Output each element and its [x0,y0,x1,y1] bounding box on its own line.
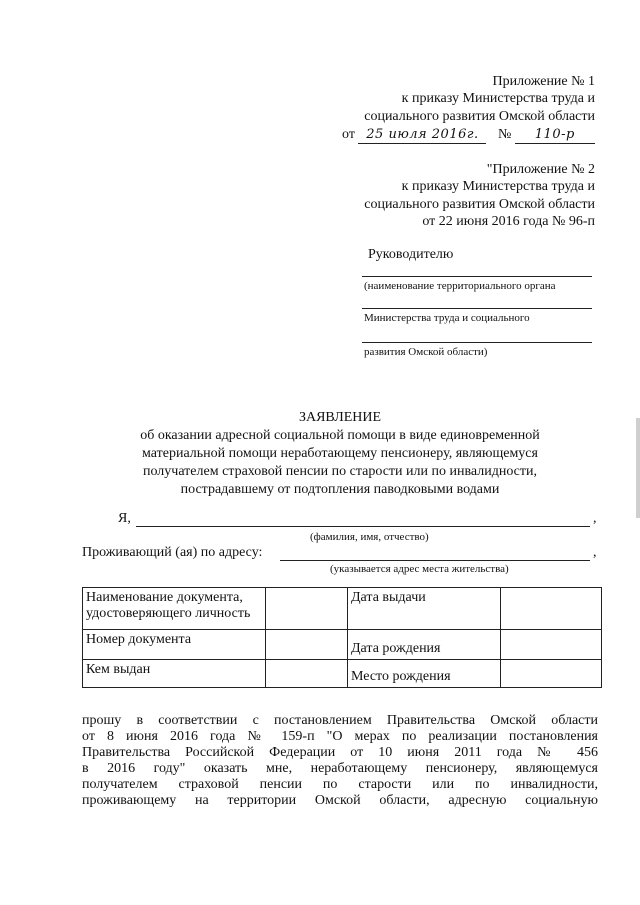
issued-by-value[interactable] [266,660,348,688]
i-label: Я, [118,511,131,526]
birth-date-label: Дата рождения [348,630,501,660]
addressee-hint-2: Министерства труда и социального [364,312,530,324]
addressee-title: Руководителю [368,247,454,262]
appendix1-order-line [342,127,598,144]
appendix2-line1: "Приложение № 2 [486,162,595,177]
body-line-2: от 8 июня 2016 года № 159-п "О мерах по реализации постановления [82,729,598,744]
statement-subtitle-4: пострадавшему от подтопления паводковыми водами [180,482,500,497]
birth-date-value[interactable] [501,630,602,660]
request-body [82,713,598,809]
from-label: от [342,127,355,142]
address-comma: , [593,545,597,560]
appendix1-line3: социального развития Омской области [364,109,595,124]
address-hint: (указывается адрес места жительства) [330,563,509,575]
body-line-5: получателем страховой пенсии по старости или по инвалидности, [82,777,598,792]
addressee-hint-3: развития Омской области) [364,346,488,358]
body-line-6: проживающему на территории Омской области, адресную социальную [82,793,598,808]
appendix2-line3: социального развития Омской области [364,197,595,212]
addressee-hint-1: (наименование территориального органа [364,280,556,292]
statement-title: ЗАЯВЛЕНИЕ [298,410,382,425]
table-row [83,588,602,630]
addressee-line-3 [362,342,592,343]
statement-subtitle-3: получателем страховой пенсии по старости или по инвалидности, [142,464,538,479]
issue-date-label: Дата выдачи [348,588,501,630]
name-field-line[interactable] [136,526,590,527]
body-line-4: в 2016 году" оказать мне, неработающему пенсионеру, являющемуся [82,761,598,776]
table-row [83,660,602,688]
body-line-1: прошу в соответствии с постановлением Правительства Омской области [82,713,598,728]
scan-edge-mark [636,418,640,518]
appendix2-line4: от 22 июня 2016 года № 96-п [422,214,595,229]
birth-place-label: Место рождения [348,660,501,688]
appendix1-line1: Приложение № 1 [492,74,595,89]
name-comma: , [593,511,597,526]
handwritten-date: 25 июля 2016г. [358,127,486,144]
issue-date-value[interactable] [501,588,602,630]
appendix1-line2: к приказу Министерства труда и [401,91,595,106]
issued-by-label: Кем выдан [83,660,266,688]
doc-type-label: Наименование документа, удостоверяющего личность [83,588,266,630]
address-field-line[interactable] [280,560,590,561]
doc-number-label: Номер документа [83,630,266,660]
table-row [83,630,602,660]
addressee-line-1 [362,276,592,277]
statement-subtitle-1: об оказании адресной социальной помощи в виде единовременной [140,428,540,443]
addressee-line-2 [362,308,592,309]
address-label: Проживающий (ая) по адресу: [82,545,263,560]
appendix2-line2: к приказу Министерства труда и [401,179,595,194]
handwritten-order-number: 110-р [515,127,595,144]
statement-subtitle-2: материальной помощи неработающему пенсионеру, являющемуся [142,446,538,461]
number-label: № [497,127,512,142]
doc-number-value[interactable] [266,630,348,660]
name-hint: (фамилия, имя, отчество) [310,531,429,543]
doc-type-value[interactable] [266,588,348,630]
birth-place-value[interactable] [501,660,602,688]
id-document-table [82,587,602,688]
body-line-3: Правительства Российской Федерации от 10 июня 2011 года № 456 [82,745,598,760]
